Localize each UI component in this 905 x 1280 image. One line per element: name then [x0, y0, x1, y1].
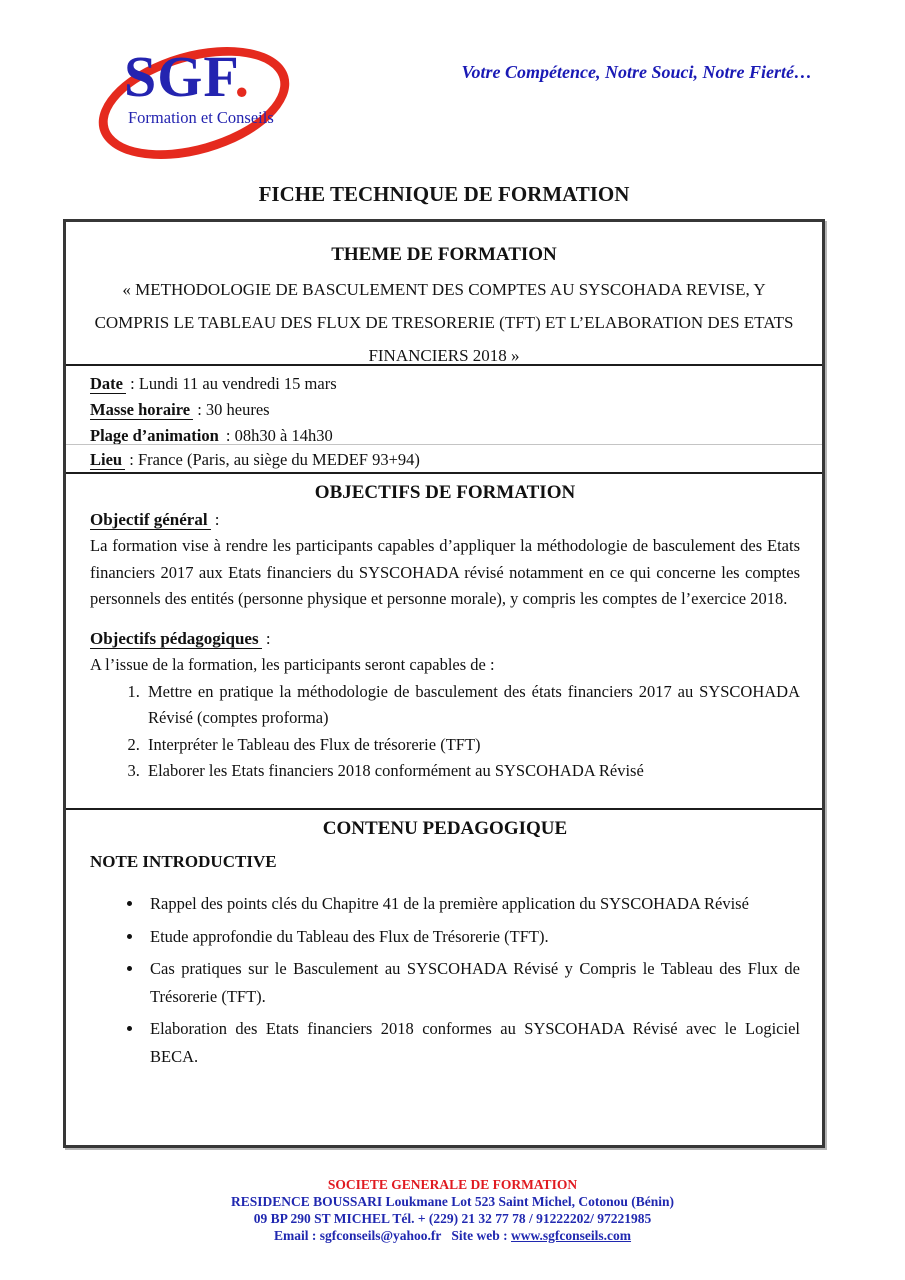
section-objectifs — [66, 472, 822, 808]
footer — [0, 1176, 905, 1244]
footer-address: RESIDENCE BOUSSARI Loukmane Lot 523 Saint Michel, Cotonou (Bénin) — [231, 1194, 674, 1209]
colon-separator: : — [261, 628, 271, 648]
contenu-bullet-item: • Rappel des points clés du Chapitre 41 de la première application du SYSCOHADA Révisé — [144, 890, 800, 918]
objectif-item: 3. Elaborer les Etats financiers 2018 conformément au SYSCOHADA Révisé — [144, 758, 800, 785]
detail-row-date — [90, 371, 802, 397]
page-title: FICHE TECHNIQUE DE FORMATION — [258, 182, 630, 206]
footer-website-link[interactable]: www.sgfconseils.com — [511, 1228, 632, 1243]
company-logo — [92, 42, 332, 182]
section-details — [66, 364, 822, 444]
footer-email-label: Email : — [273, 1228, 320, 1243]
section-lieu — [66, 444, 822, 472]
footer-web-label: Site web : — [451, 1228, 512, 1243]
theme-heading: THEME DE FORMATION — [331, 244, 557, 265]
objectif-item: 2. Interpréter le Tableau des Flux de trésorerie (TFT) — [144, 732, 800, 759]
detail-row-lieu — [90, 447, 802, 472]
colon-separator: : — [221, 426, 235, 444]
objectifs-pedagogiques-label-row — [90, 629, 800, 649]
contenu-bullet-item: • Etude approfondie du Tableau des Flux de Trésorerie (TFT). — [144, 923, 800, 951]
detail-row-masse-horaire — [90, 397, 802, 423]
contenu-bullet-item: • Cas pratiques sur le Basculement au SYSCOHADA Révisé y Compris le Tableau des Flux de Trésorerie (TFT). — [144, 955, 800, 1010]
detail-label-masse-horaire: Masse horaire — [90, 400, 193, 420]
logo-dot: . — [234, 44, 250, 109]
section-theme — [66, 222, 822, 364]
contenu-bullet-item: • Elaboration des Etats financiers 2018 conformes au SYSCOHADA Révisé avec le Logiciel BECA. — [144, 1015, 800, 1070]
objectif-item: 1. Mettre en pratique la méthodologie de basculement des états financiers 2017 au SYSCOHADA Révisé (comptes proforma) — [144, 679, 800, 732]
detail-label-plage-animation: Plage d’animation — [90, 426, 222, 444]
objectifs-pedagogiques-label: Objectifs pédagogiques — [90, 629, 262, 649]
objectif-general-label: Objectif général — [90, 510, 211, 530]
theme-text: « METHODOLOGIE DE BASCULEMENT DES COMPTES AU SYSCOHADA REVISE, Y COMPRIS LE TABLEAU DES FLUX DE TRESORERIE (TFT) ET L’ELABORATION DES ETATS FINANCIERS 2018 » — [94, 280, 794, 364]
footer-company-name: SOCIETE GENERALE DE FORMATION — [327, 1177, 578, 1192]
fiche-technique-table — [63, 219, 825, 1148]
detail-value-lieu: France (Paris, au siège du MEDEF 93+94) — [137, 450, 420, 469]
detail-value-masse-horaire: 30 heures — [205, 400, 270, 419]
logo-acronym — [124, 44, 250, 109]
objectifs-pedagogiques-intro: A l’issue de la formation, les participants seront capables de : — [90, 654, 495, 674]
footer-email: sgfconseils@yahoo.fr — [319, 1228, 442, 1243]
company-tagline: Votre Compétence, Notre Souci, Notre Fierté… — [461, 62, 812, 82]
objectifs-numbered-list — [120, 679, 800, 785]
contenu-heading: CONTENU PEDAGOGIQUE — [322, 818, 568, 839]
detail-value-plage-animation: 08h30 à 14h30 — [234, 426, 333, 444]
objectifs-heading: OBJECTIFS DE FORMATION — [314, 482, 576, 503]
colon-separator: : — [193, 400, 206, 419]
footer-phone: 09 BP 290 ST MICHEL Tél. + (229) 21 32 77 78 / 91222202/ 97221985 — [253, 1211, 652, 1226]
objectif-general-text: La formation vise à rendre les participants capables d’appliquer la méthodologie de basculement des Etats financiers 2017 aux Etats financiers du SYSCOHADA révisé notamment en ce qui concerne les comptes personnels des entités (personne physique et personne morale), y compris les comptes de l’exercice 2018. — [90, 536, 800, 608]
section-contenu — [66, 808, 822, 1145]
note-introductive-heading: NOTE INTRODUCTIVE — [90, 852, 277, 871]
colon-separator: : — [125, 450, 138, 469]
detail-label-lieu: Lieu — [90, 450, 125, 470]
footer-contacts — [0, 1227, 905, 1244]
detail-label-date: Date — [90, 374, 126, 394]
contenu-bullet-list — [122, 890, 800, 1070]
detail-row-plage-animation — [90, 423, 802, 444]
colon-separator: : — [210, 510, 220, 529]
objectif-general-label-row — [90, 510, 800, 530]
logo-acronym-text: SGF — [124, 44, 235, 109]
colon-separator: : — [125, 374, 139, 393]
logo-subtitle: Formation et Conseils — [128, 108, 274, 127]
detail-value-date: Lundi 11 au vendredi 15 mars — [138, 374, 337, 393]
